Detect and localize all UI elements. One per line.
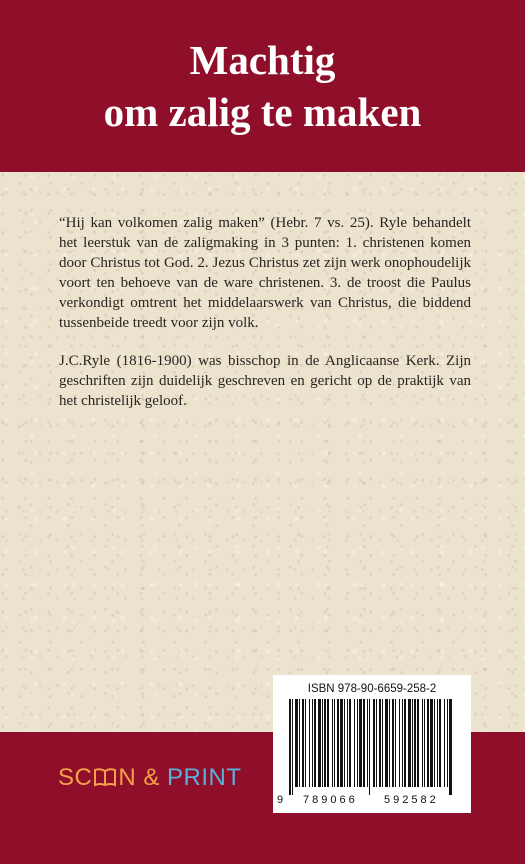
book-title-line-1: Machtig [189,37,336,83]
back-cover-blurb [59,213,471,429]
book-title-line-2: om zalig te maken [103,89,422,135]
barcode-digit-first: 9 [277,794,284,806]
barcode-digits-right: 592582 [384,794,439,806]
publisher-logo-ampersand: & [143,764,160,791]
blurb-paragraph-2: J.C.Ryle (1816-1900) was bisschop in de Anglicaanse Kerk. Zijn geschriften zijn duidelijk geschreven en gericht op de praktijk van het christelijk geloof. [59,353,471,409]
book-title [0,34,525,138]
title-banner [0,0,525,172]
barcode-bars [287,699,457,795]
publisher-logo-print: PRINT [167,764,242,791]
publisher-logo-scan-suffix: N [118,764,137,791]
blurb-paragraph-1: “Hij kan volkomen zalig maken” (Hebr. 7 vs. 25). Ryle behandelt het leerstuk van de zaligmaking in 3 punten: 1. christenen komen door Christus tot God. 2. Jezus Christus zet zijn werk onophoudelijk voort ten behoeve van de ware christenen. 3. de troost die Paulus verkondigt omtrent het middelaarswerk van Christus, die biddend tussenbeide treedt voor zijn volk. [59,215,471,331]
publisher-logo [58,764,242,792]
open-book-icon [93,767,117,787]
barcode-digits-left: 789066 [303,794,358,806]
isbn-text: ISBN 978-90-6659-258-2 [307,683,437,695]
barcode-label [273,675,471,813]
publisher-logo-scan-prefix: SC [58,764,93,791]
